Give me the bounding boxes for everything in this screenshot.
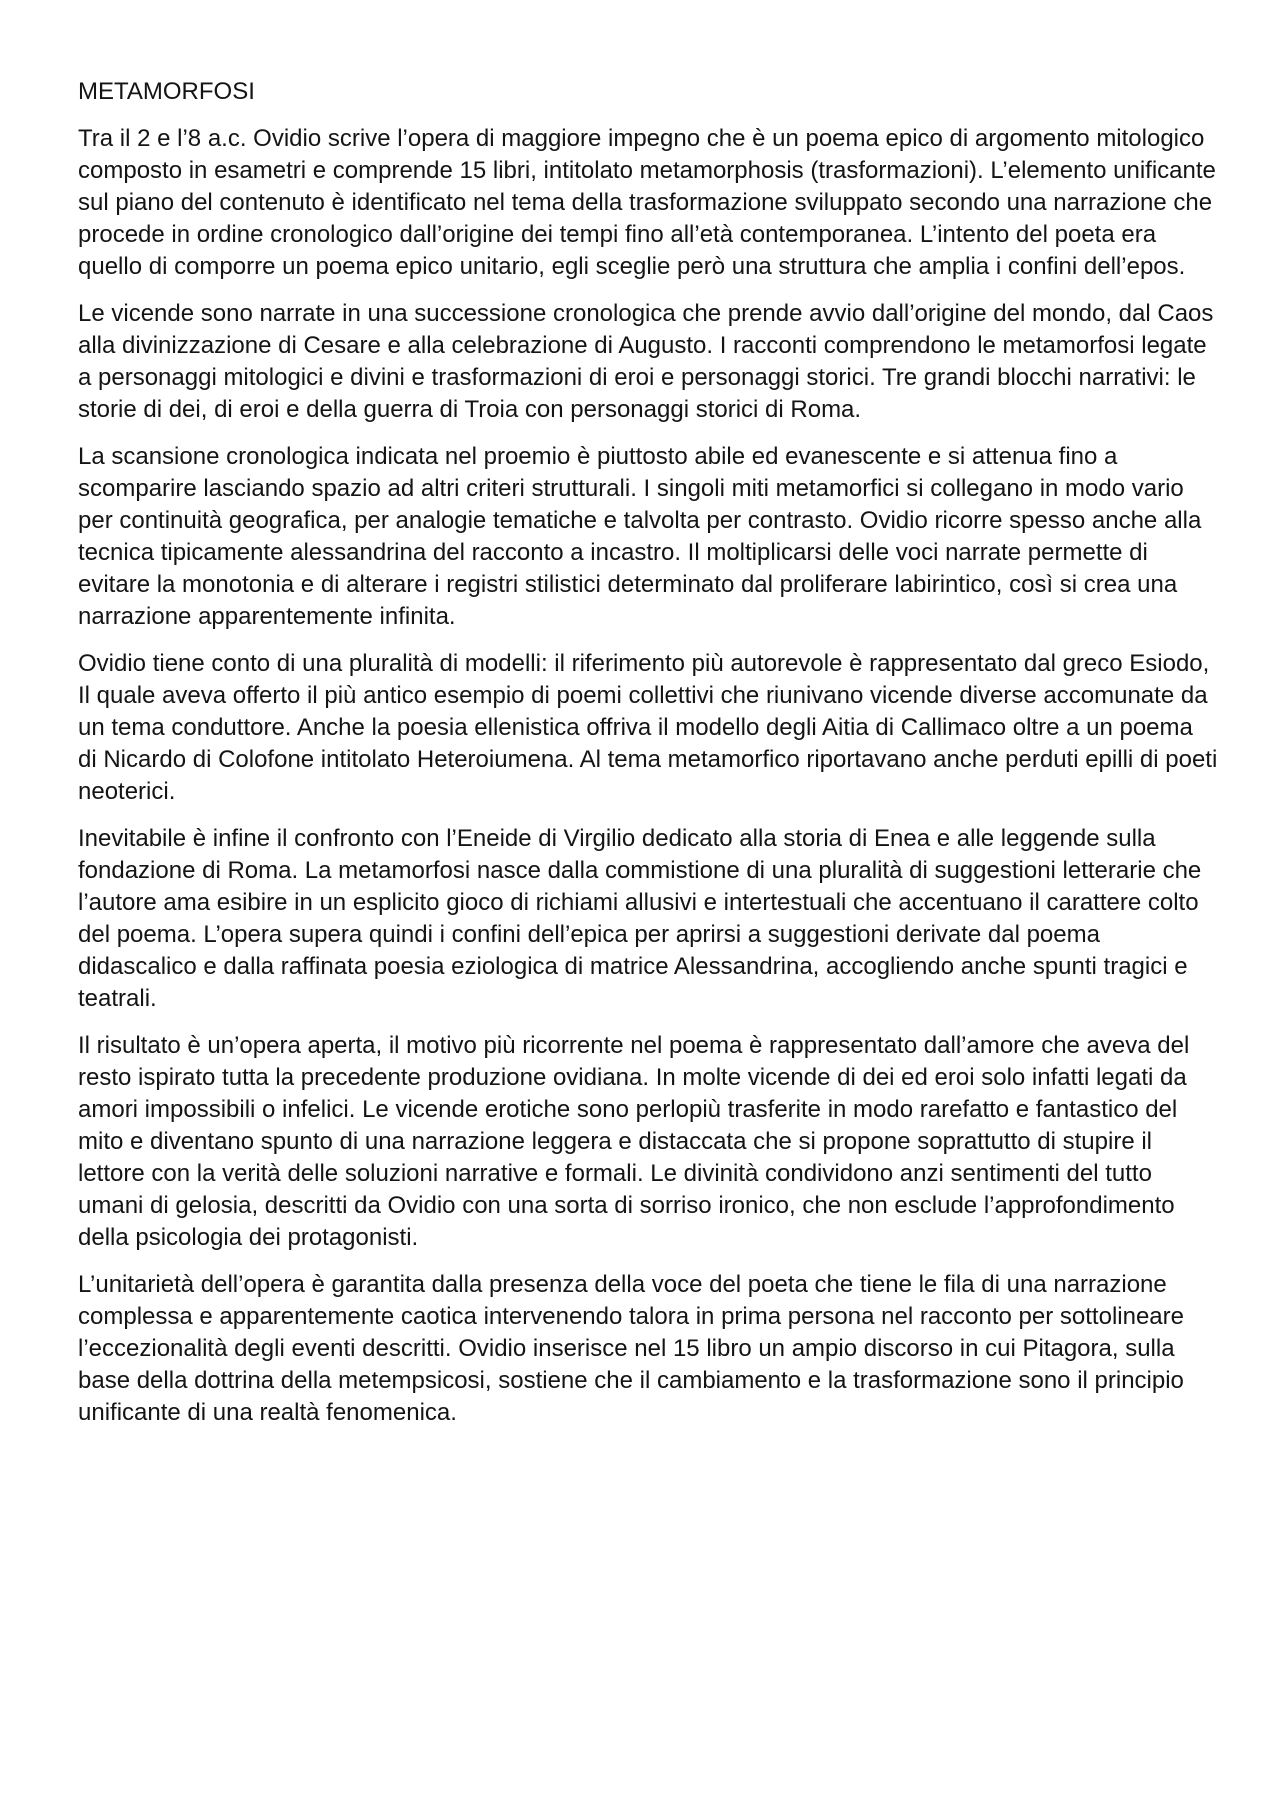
paragraph-2: Le vicende sono narrate in una successione cronologica che prende avvio dall’origine del mondo, dal Caos alla divinizzazione di Cesare e alla celebrazione di Augusto. I racconti comprendono le metamorfosi legate a personaggi mitologici e divini e trasformazioni di eroi e personaggi storici. Tre grandi blocchi narrativi: le storie di dei, di eroi e della guerra di Troia con personaggi storici di Roma. — [78, 300, 1214, 423]
paragraph-1: Tra il 2 e l’8 a.c. Ovidio scrive l’opera di maggiore impegno che è un poema epico di argomento mitologico composto in esametri e comprende 15 libri, intitolato metamorphosis (trasformazioni). L’elemento unificante sul piano del contenuto è identificato nel tema della trasformazione sviluppato secondo una narrazione che procede in ordine cronologico dall’origine dei tempi fino all’età contemporanea. L’intento del poeta era quello di comporre un poema epico unitario, egli sceglie però una struttura che amplia i confini dell’epos. — [78, 125, 1216, 280]
paragraph-4: Ovidio tiene conto di una pluralità di modelli: il riferimento più autorevole è rappresentato dal greco Esiodo, Il quale aveva offerto il più antico esempio di poemi collettivi che riunivano vicende diverse accomunate da un tema conduttore. Anche la poesia ellenistica offriva il modello degli Aitia di Callimaco oltre a un poema di Nicardo di Colofone intitolato Heteroiumena. Al tema metamorfico riportavano anche perduti epilli di poeti neoterici. — [78, 650, 1218, 805]
document-page — [78, 76, 1218, 1444]
paragraph-7: L’unitarietà dell’opera è garantita dalla presenza della voce del poeta che tiene le fila di una narrazione complessa e apparentemente caotica intervenendo talora in prima persona nel racconto per sottolineare l’eccezionalità degli eventi descritti. Ovidio inserisce nel 15 libro un ampio discorso in cui Pitagora, sulla base della dottrina della metempsicosi, sostiene che il cambiamento e la trasformazione sono il principio unificante di una realtà fenomenica. — [78, 1271, 1184, 1426]
paragraph-6: Il risultato è un’opera aperta, il motivo più ricorrente nel poema è rappresentato dall’amore che aveva del resto ispirato tutta la precedente produzione ovidiana. In molte vicende di dei ed eroi solo infatti legati da amori impossibili o infelici. Le vicende erotiche sono perlopiù trasferite in modo rarefatto e fantastico del mito e diventano spunto di una narrazione leggera e distaccata che si propone soprattutto di stupire il lettore con la verità delle soluzioni narrative e formali. Le divinità condividono anzi sentimenti del tutto umani di gelosia, descritti da Ovidio con una sorta di sorriso ironico, che non esclude l’approfondimento della psicologia dei protagonisti. — [78, 1032, 1190, 1251]
document-title: METAMORFOSI — [78, 78, 255, 105]
paragraph-5: Inevitabile è infine il confronto con l’Eneide di Virgilio dedicato alla storia di Enea e alle leggende sulla fondazione di Roma. La metamorfosi nasce dalla commistione di una pluralità di suggestioni letterarie che l’autore ama esibire in un esplicito gioco di richiami allusivi e intertestuali che accentuano il carattere colto del poema. L’opera supera quindi i confini dell’epica per aprirsi a suggestioni derivate dal poema didascalico e dalla raffinata poesia eziologica di matrice Alessandrina, accogliendo anche spunti tragici e teatrali. — [78, 825, 1202, 1012]
paragraph-3: La scansione cronologica indicata nel proemio è piuttosto abile ed evanescente e si attenua fino a scomparire lasciando spazio ad altri criteri strutturali. I singoli miti metamorfici si collegano in modo vario per continuità geografica, per analogie tematiche e talvolta per contrasto. Ovidio ricorre spesso anche alla tecnica tipicamente alessandrina del racconto a incastro. Il moltiplicarsi delle voci narrate permette di evitare la monotonia e di alterare i registri stilistici determinato dal proliferare labirintico, così si crea una narrazione apparentemente infinita. — [78, 443, 1202, 630]
